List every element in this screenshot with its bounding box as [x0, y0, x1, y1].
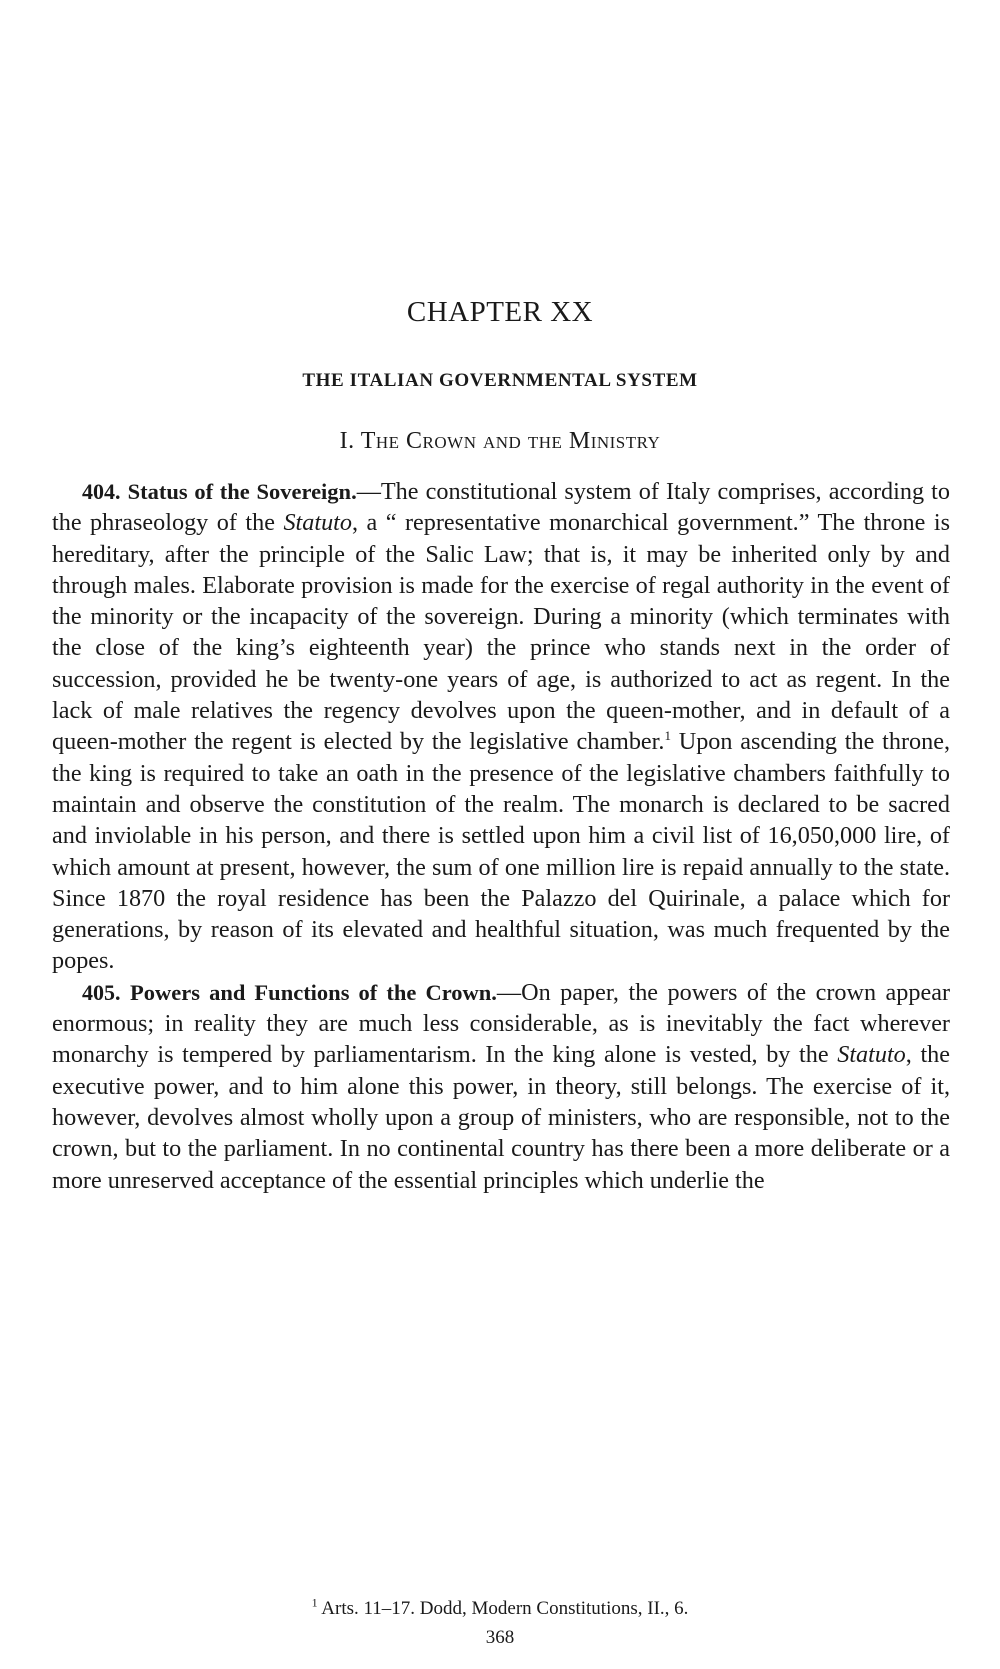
paragraph-text: , the executive power, and to him alone this power, in theory, still belongs. The exercise of it, however, devolves almost wholly upon a group of ministers, who are responsible, not to the crown, but to the parliament. In no continental country has there been a more deliberate or a more unreserved acceptance of the essential principles which underlie the: [52, 1041, 950, 1194]
paragraph-number: 404.: [82, 479, 121, 504]
paragraph-405: [52, 977, 950, 1196]
italic-term: Statuto: [837, 1041, 906, 1069]
section-heading: I. The Crown and the Ministry: [339, 428, 661, 454]
paragraph-text: , a “ representative monarchical government.” The throne is hereditary, after the principle of the Salic Law; that is, it may be inherited only by and through males. Elaborate provision is made for the exercise of regal authority in the event of the minority or the incapacity of the sovereign. During a minority (which terminates with the close of the king’s eighteenth year) the prince who stands next in the order of succession, provided he be twenty-one years of age, is authorized to act as regent. In the lack of male relatives the regency devolves upon the queen-mother, and in default of a queen-mother the regent is elected by the legislative chamber.: [52, 509, 951, 756]
paragraph-heading: Powers and Functions of the Crown.: [130, 979, 497, 1005]
footnote: [0, 1595, 1000, 1620]
paragraph-404: [52, 476, 950, 977]
footnote-marker: 1: [311, 1595, 318, 1610]
paragraph-text: —The constitutional system of Italy comprises, according to the phraseology of the: [52, 478, 950, 537]
footnote-text: Arts. 11–17. Dodd, Modern Constitutions, II., 6.: [317, 1598, 689, 1619]
chapter-title: THE ITALIAN GOVERNMENTAL SYSTEM: [302, 370, 698, 391]
paragraph-number: 405.: [82, 979, 121, 1005]
body-text: [52, 476, 950, 1196]
paragraph-heading: Status of the Sovereign.: [127, 479, 357, 504]
italic-term: Statuto: [283, 509, 352, 537]
paragraph-text: Upon ascending the throne, the king is required to take an oath in the presence of the legislative chambers faithfully to maintain and observe the constitution of the realm. The monarch is declared to be sacred and inviolable in his person, and there is settled upon him a civil list of 16,050,000 lire, of which amount at present, however, the sum of one million lire is repaid annually to the state. Since 1870 the royal residence has been the Palazzo del Quirinale, a palace which for generations, by reason of its elevated and healthful situation, was much frequented by the popes.: [52, 728, 950, 975]
footnote-reference[interactable]: 1: [664, 728, 671, 744]
page-number: 368: [485, 1627, 515, 1648]
paragraph-text: —On paper, the powers of the crown appear enormous; in reality they are much less considerable, as is inevitably the fact wherever monarchy is tempered by parliamentarism. In the king alone is vested, by the: [52, 978, 951, 1069]
chapter-heading: CHAPTER XX: [406, 296, 594, 328]
